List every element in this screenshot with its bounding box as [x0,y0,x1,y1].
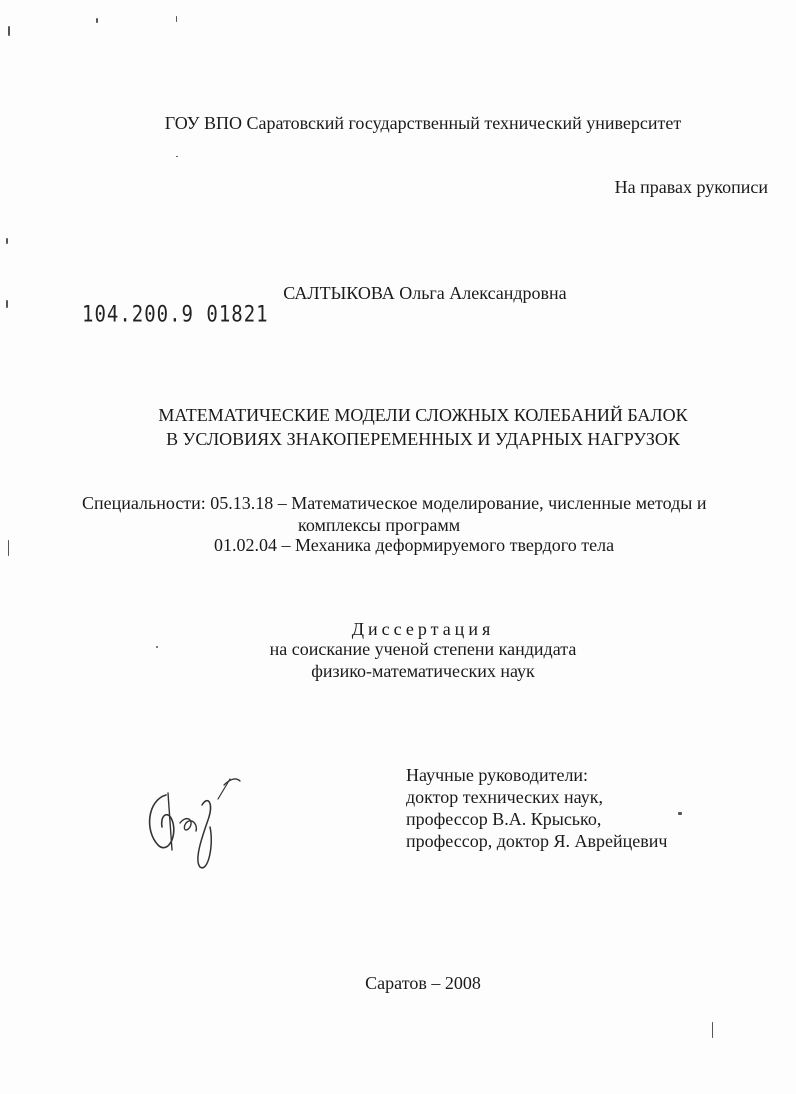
advisor-1-name: профессор В.А. Крысько, [406,809,602,829]
dissertation-title-line-1: МАТЕМАТИЧЕСКИЕ МОДЕЛИ СЛОЖНЫХ КОЛЕБАНИЙ БАЛОК [158,405,688,425]
degree-line-2: физико-математических наук [311,661,535,681]
advisors-heading: Научные руководители: [406,765,589,785]
scan-speck [176,16,177,22]
scan-speck [712,1022,713,1038]
dissertation-title-line-2: В УСЛОВИЯХ ЗНАКОПЕРЕМЕННЫХ И УДАРНЫХ НАГРУЗОК [166,429,680,449]
scan-speck [8,540,9,556]
scan-speck [6,238,8,244]
manuscript-rights-note: На правах рукописи [614,177,768,197]
advisor-2: профессор, доктор Я. Аврейцевич [406,831,668,851]
scan-speck [678,812,682,815]
specialties-line-1-continued: комплексы программ [298,515,461,535]
scan-speck [156,646,158,648]
specialties-line-1: Специальности: 05.13.18 – Математическое моделирование, численные методы и [82,493,707,513]
city-and-year: Саратов – 2008 [365,973,481,993]
author-name: САЛТЫКОВА Ольга Александровна [283,283,567,303]
scan-speck [6,300,8,308]
registration-number-stamp: 104.200.9 01821 [82,302,269,328]
handwritten-signature-icon [138,775,248,875]
scan-speck [96,18,98,23]
advisor-1-degree: доктор технических наук, [406,787,603,807]
degree-line-1: на соискание ученой степени кандидата [269,639,577,659]
scan-speck [8,26,10,36]
document-type: Диссертация [351,619,495,639]
institution-name: ГОУ ВПО Саратовский государственный технический университет [164,113,682,133]
specialties-line-2: 01.02.04 – Механика деформируемого твердого тела [214,535,615,555]
scan-speck [176,156,178,157]
